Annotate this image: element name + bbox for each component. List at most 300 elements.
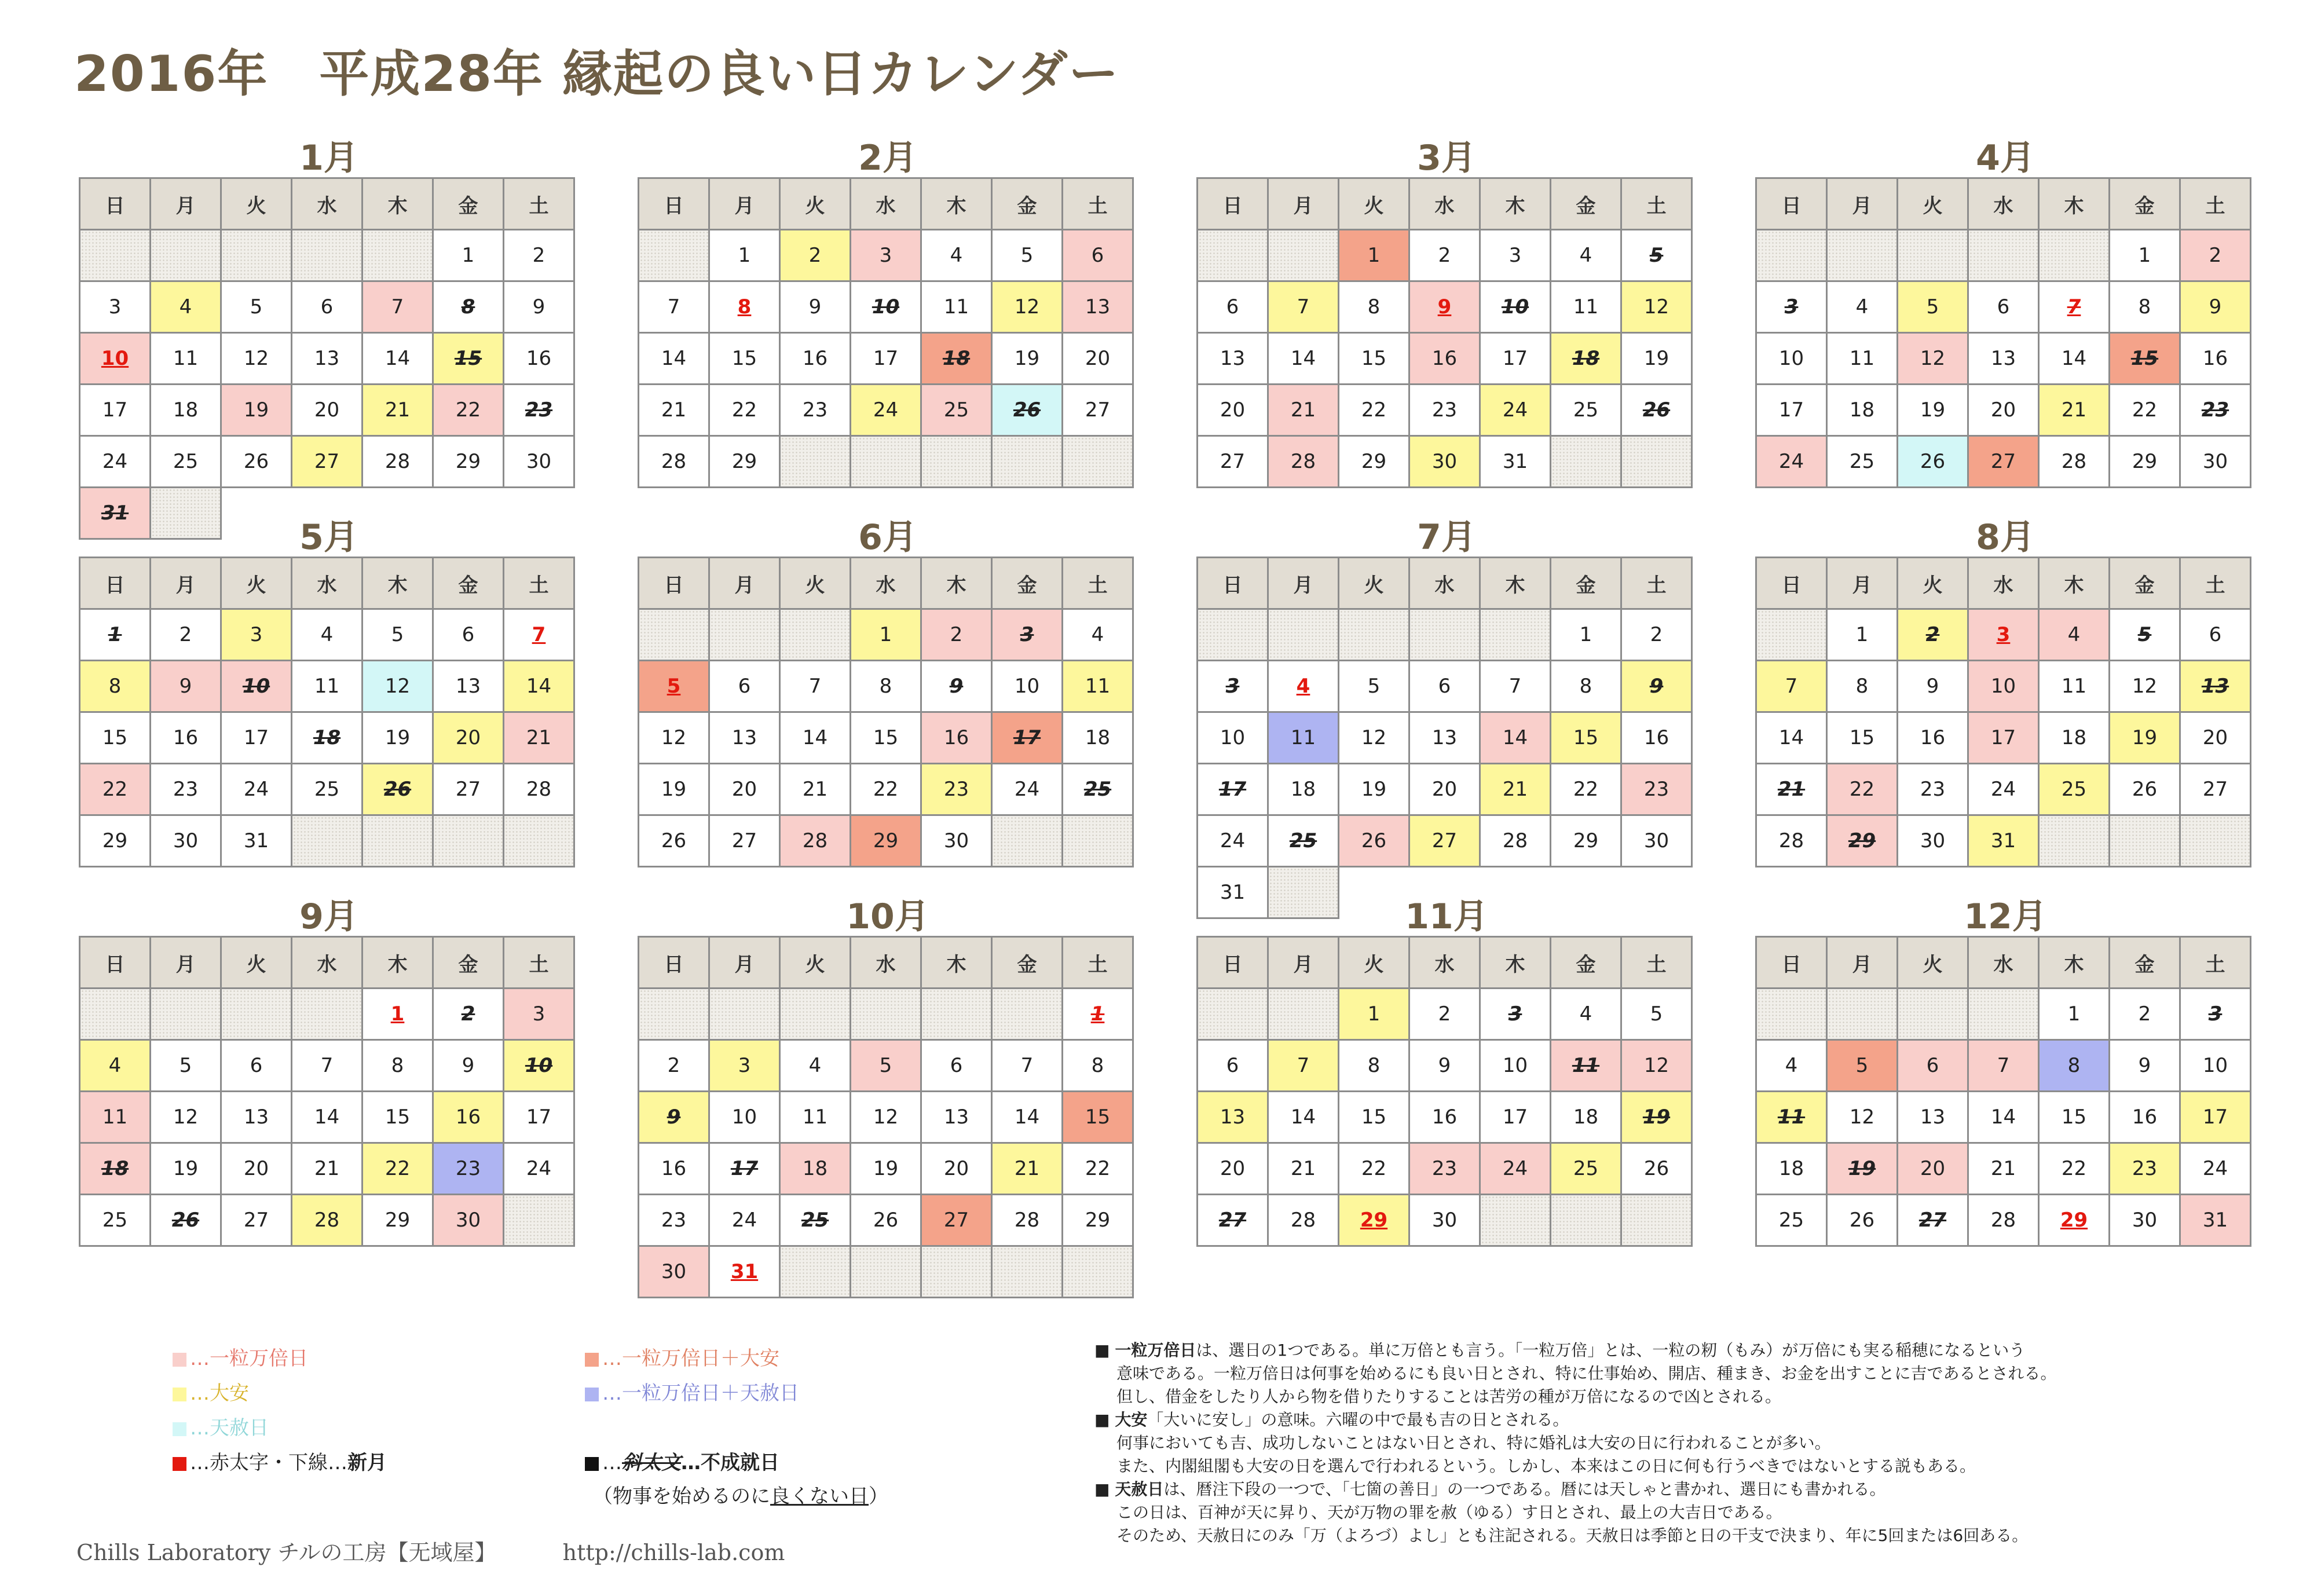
day-cell: 24 [2180, 1143, 2251, 1195]
legend-taian [173, 1377, 249, 1405]
legend-red-label: …赤太字・下線… [190, 1451, 347, 1474]
day-cell: 1 [1339, 989, 1409, 1040]
day-cell: 21 [2039, 385, 2110, 436]
week-row [1756, 609, 2251, 661]
weekday-header: 日 [1756, 937, 1827, 989]
day-cell: 11 [921, 281, 992, 333]
empty-cell [2180, 815, 2251, 867]
month-title: 10月 [846, 896, 929, 937]
weekday-header: 月 [1827, 937, 1898, 989]
day-cell: 3 [1968, 609, 2039, 661]
weekday-header: 土 [1621, 178, 1692, 230]
day-cell: 23 [151, 764, 221, 815]
day-cell: 16 [433, 1092, 504, 1143]
day-cell: 4 [1551, 230, 1621, 281]
day-cell: 17 [221, 712, 292, 764]
day-cell: 7 [504, 609, 574, 661]
day-cell: 10 [709, 1092, 780, 1143]
day-cell: 28 [504, 764, 574, 815]
day-cell: 28 [639, 436, 709, 488]
note-term: 一粒万倍日 [1115, 1341, 1196, 1360]
day-cell: 25 [1551, 385, 1621, 436]
day-cell: 5 [639, 661, 709, 712]
note-text: 意味である。一粒万倍日は何事を始めるにも良い日とされ、特に仕事始め、開店、種まき、お金を出すことに吉であるとされる。 [1116, 1364, 2057, 1383]
legend-tensha [173, 1412, 269, 1440]
empty-cell [151, 989, 221, 1040]
day-cell: 19 [151, 1143, 221, 1195]
weekday-header: 金 [992, 558, 1063, 609]
day-cell: 7 [639, 281, 709, 333]
day-cell: 3 [1756, 281, 1827, 333]
day-cell: 26 [1339, 815, 1409, 867]
week-row [639, 712, 1133, 764]
day-cell: 22 [1551, 764, 1621, 815]
day-cell: 1 [80, 609, 151, 661]
day-cell: 11 [780, 1092, 851, 1143]
weekday-header: 月 [1268, 178, 1339, 230]
day-cell: 20 [709, 764, 780, 815]
day-cell: 30 [921, 815, 992, 867]
day-cell: 14 [1968, 1092, 2039, 1143]
day-cell: 12 [851, 1092, 921, 1143]
legend-fujoju-note [593, 1480, 888, 1509]
empty-cell [709, 609, 780, 661]
day-cell: 24 [851, 385, 921, 436]
day-cell: 10 [992, 661, 1063, 712]
day-cell: 15 [1339, 333, 1409, 385]
weekday-header: 火 [221, 558, 292, 609]
legend-ichiryu-taian-label: …一粒万倍日＋大安 [602, 1347, 779, 1370]
day-cell: 8 [709, 281, 780, 333]
weekday-header: 火 [1339, 178, 1409, 230]
day-cell: 10 [2180, 1040, 2251, 1092]
day-cell: 8 [851, 661, 921, 712]
day-cell: 21 [504, 712, 574, 764]
day-cell: 8 [2039, 1040, 2110, 1092]
empty-cell [151, 230, 221, 281]
weekday-header: 火 [780, 558, 851, 609]
day-cell: 17 [80, 385, 151, 436]
weekday-header: 月 [1827, 558, 1898, 609]
week-row [80, 333, 574, 385]
day-cell: 7 [292, 1040, 363, 1092]
day-cell: 2 [921, 609, 992, 661]
day-cell: 6 [221, 1040, 292, 1092]
week-row [1756, 281, 2251, 333]
day-cell: 21 [1268, 385, 1339, 436]
day-cell: 29 [1339, 1195, 1409, 1246]
weekday-header: 日 [1756, 558, 1827, 609]
empty-cell [1968, 230, 2039, 281]
legend-fujoju-style: 斜太文 [622, 1451, 681, 1474]
day-cell: 26 [639, 815, 709, 867]
day-cell: 23 [433, 1143, 504, 1195]
day-cell: 19 [221, 385, 292, 436]
day-cell: 24 [504, 1143, 574, 1195]
day-cell: 12 [1898, 333, 1968, 385]
week-row [639, 661, 1133, 712]
day-cell: 30 [639, 1246, 709, 1298]
day-cell: 31 [709, 1246, 780, 1298]
weekday-header: 土 [504, 937, 574, 989]
day-cell: 14 [1756, 712, 1827, 764]
note-text: は、選日の1つである。単に万倍とも言う。「一粒万倍」とは、一粒の籾（もみ）が万倍にも実る稲穂になるという [1196, 1341, 2026, 1360]
month-table [1755, 557, 2251, 867]
day-cell: 10 [504, 1040, 574, 1092]
weekday-header: 土 [504, 178, 574, 230]
day-cell: 3 [1480, 989, 1551, 1040]
day-cell: 14 [780, 712, 851, 764]
day-cell: 25 [1268, 815, 1339, 867]
day-cell: 4 [2039, 609, 2110, 661]
day-cell: 1 [1551, 609, 1621, 661]
day-cell: 2 [1898, 609, 1968, 661]
month-table [79, 557, 575, 867]
day-cell: 25 [1827, 436, 1898, 488]
day-cell: 13 [292, 333, 363, 385]
day-cell: 29 [2039, 1195, 2110, 1246]
day-cell: 9 [1409, 1040, 1480, 1092]
day-cell: 11 [2039, 661, 2110, 712]
day-cell: 9 [1898, 661, 1968, 712]
blue-swatch [585, 1388, 599, 1401]
empty-cell [1898, 989, 1968, 1040]
month-title: 2月 [858, 138, 917, 178]
weekday-header: 木 [1480, 558, 1551, 609]
empty-cell [921, 436, 992, 488]
weekday-header: 土 [1063, 558, 1133, 609]
day-cell: 1 [1827, 609, 1898, 661]
week-row [1756, 764, 2251, 815]
weekday-header: 木 [2039, 937, 2110, 989]
weekday-header: 月 [709, 937, 780, 989]
week-row [1756, 712, 2251, 764]
note-line [1094, 1478, 2229, 1501]
day-cell: 28 [1968, 1195, 2039, 1246]
day-cell: 11 [1827, 333, 1898, 385]
weekday-header: 火 [221, 937, 292, 989]
day-cell: 23 [2180, 385, 2251, 436]
week-row [1756, 661, 2251, 712]
day-cell: 11 [1063, 661, 1133, 712]
day-cell: 23 [1621, 764, 1692, 815]
empty-cell [709, 989, 780, 1040]
week-row [1198, 712, 1692, 764]
week-row [1756, 333, 2251, 385]
day-cell: 22 [363, 1143, 433, 1195]
weekday-header: 木 [921, 937, 992, 989]
day-cell: 22 [709, 385, 780, 436]
week-row [1198, 609, 1692, 661]
salmon-swatch [585, 1353, 599, 1367]
day-cell: 27 [1968, 436, 2039, 488]
day-cell: 16 [1409, 1092, 1480, 1143]
note-line [1094, 1339, 2229, 1362]
weekday-header: 水 [1409, 178, 1480, 230]
day-cell: 12 [363, 661, 433, 712]
weekday-header: 水 [292, 178, 363, 230]
week-row [1198, 1195, 1692, 1246]
week-row [1756, 1143, 2251, 1195]
note-line [1094, 1408, 2229, 1432]
day-cell: 31 [80, 488, 151, 539]
day-cell: 8 [1339, 281, 1409, 333]
day-cell: 4 [921, 230, 992, 281]
day-cell: 2 [780, 230, 851, 281]
day-cell: 7 [780, 661, 851, 712]
weekday-header: 火 [780, 937, 851, 989]
empty-cell [292, 815, 363, 867]
day-cell: 1 [433, 230, 504, 281]
day-cell: 22 [1339, 1143, 1409, 1195]
month-table [1755, 177, 2251, 488]
note-line [1094, 1432, 2229, 1455]
month-table [1196, 936, 1693, 1247]
weekday-header: 月 [1827, 178, 1898, 230]
week-row [1198, 815, 1692, 867]
day-cell: 22 [851, 764, 921, 815]
day-cell: 19 [1898, 385, 1968, 436]
legend-red [173, 1447, 387, 1475]
week-row [639, 1195, 1133, 1246]
red-swatch [173, 1457, 186, 1471]
week-row [1198, 1143, 1692, 1195]
day-cell: 24 [992, 764, 1063, 815]
day-cell: 26 [1898, 436, 1968, 488]
day-cell: 2 [2180, 230, 2251, 281]
day-cell: 26 [992, 385, 1063, 436]
month-table [1196, 557, 1693, 919]
day-cell: 18 [921, 333, 992, 385]
weekday-header: 水 [292, 558, 363, 609]
weekday-header: 金 [2110, 178, 2180, 230]
day-cell: 14 [1480, 712, 1551, 764]
day-cell: 27 [1409, 815, 1480, 867]
day-cell: 4 [1063, 609, 1133, 661]
day-cell: 29 [851, 815, 921, 867]
week-row [80, 764, 574, 815]
weekday-header: 水 [851, 937, 921, 989]
day-cell: 18 [780, 1143, 851, 1195]
weekday-header: 水 [1409, 558, 1480, 609]
day-cell: 9 [1621, 661, 1692, 712]
empty-cell [1827, 230, 1898, 281]
day-cell: 25 [780, 1195, 851, 1246]
day-cell: 20 [1063, 333, 1133, 385]
weekday-header: 金 [433, 558, 504, 609]
week-row [639, 764, 1133, 815]
day-cell: 27 [221, 1195, 292, 1246]
day-cell: 22 [1827, 764, 1898, 815]
day-cell: 17 [709, 1143, 780, 1195]
note-line [1094, 1524, 2229, 1547]
cyan-swatch [173, 1422, 186, 1436]
week-row [1756, 385, 2251, 436]
day-cell: 13 [921, 1092, 992, 1143]
day-cell: 4 [1268, 661, 1339, 712]
week-row [1198, 281, 1692, 333]
empty-cell [1198, 230, 1268, 281]
day-cell: 21 [1480, 764, 1551, 815]
day-cell: 22 [80, 764, 151, 815]
day-cell: 17 [504, 1092, 574, 1143]
month-title: 4月 [1976, 138, 2035, 178]
weekday-header: 木 [921, 178, 992, 230]
week-row [639, 815, 1133, 867]
weekday-header: 日 [1756, 178, 1827, 230]
day-cell: 18 [1268, 764, 1339, 815]
weekday-header: 日 [639, 937, 709, 989]
week-row [80, 230, 574, 281]
empty-cell [221, 989, 292, 1040]
yellow-swatch [173, 1388, 186, 1401]
day-cell: 21 [992, 1143, 1063, 1195]
day-cell: 8 [1551, 661, 1621, 712]
day-cell: 28 [1480, 815, 1551, 867]
day-cell: 6 [2180, 609, 2251, 661]
weekday-header: 金 [1551, 558, 1621, 609]
month-title: 8月 [1976, 517, 2035, 558]
empty-cell [1621, 1195, 1692, 1246]
day-cell: 15 [363, 1092, 433, 1143]
day-cell: 30 [433, 1195, 504, 1246]
empty-cell [504, 815, 574, 867]
day-cell: 6 [1198, 281, 1268, 333]
weekday-header: 月 [709, 558, 780, 609]
day-cell: 11 [1268, 712, 1339, 764]
day-cell: 3 [709, 1040, 780, 1092]
weekday-header: 金 [433, 937, 504, 989]
empty-cell [1480, 609, 1551, 661]
day-cell: 3 [851, 230, 921, 281]
day-cell: 27 [921, 1195, 992, 1246]
week-row [1756, 1040, 2251, 1092]
day-cell: 12 [1621, 281, 1692, 333]
month-table [638, 177, 1134, 488]
note-text: は、暦注下段の一つで、「七箇の善日」の一つである。暦には天しゃと書かれ、選日にも書かれる。 [1163, 1480, 1886, 1499]
month-title: 9月 [299, 896, 358, 937]
day-cell: 31 [221, 815, 292, 867]
footer-url[interactable]: http://chills-lab.com [562, 1540, 785, 1565]
day-cell: 3 [504, 989, 574, 1040]
day-cell: 5 [151, 1040, 221, 1092]
legend-ichiryu-tensha-label: …一粒万倍日＋天赦日 [602, 1382, 799, 1405]
day-cell: 28 [292, 1195, 363, 1246]
empty-cell [1621, 436, 1692, 488]
weekday-header: 月 [151, 558, 221, 609]
day-cell: 13 [1968, 333, 2039, 385]
month-title: 12月 [1964, 896, 2047, 937]
weekday-header: 火 [1898, 178, 1968, 230]
day-cell: 4 [80, 1040, 151, 1092]
weekday-header: 日 [639, 178, 709, 230]
day-cell: 26 [1621, 1143, 1692, 1195]
weekday-header: 土 [2180, 178, 2251, 230]
day-cell: 27 [292, 436, 363, 488]
weekday-header: 木 [921, 558, 992, 609]
day-cell: 3 [992, 609, 1063, 661]
day-cell: 17 [851, 333, 921, 385]
day-cell: 26 [151, 1195, 221, 1246]
empty-cell [992, 815, 1063, 867]
day-cell: 6 [1063, 230, 1133, 281]
day-cell: 13 [1198, 1092, 1268, 1143]
day-cell: 2 [1409, 989, 1480, 1040]
day-cell: 18 [1827, 385, 1898, 436]
empty-cell [1968, 989, 2039, 1040]
day-cell: 18 [151, 385, 221, 436]
day-cell: 16 [639, 1143, 709, 1195]
day-cell: 15 [1339, 1092, 1409, 1143]
month-title: 5月 [299, 517, 358, 558]
weekday-header: 土 [1621, 937, 1692, 989]
day-cell: 13 [1409, 712, 1480, 764]
weekday-header: 金 [1551, 937, 1621, 989]
day-cell: 26 [221, 436, 292, 488]
day-cell: 5 [1339, 661, 1409, 712]
day-cell: 29 [80, 815, 151, 867]
day-cell: 11 [1551, 281, 1621, 333]
weekday-header: 木 [363, 558, 433, 609]
day-cell: 11 [1551, 1040, 1621, 1092]
day-cell: 18 [1063, 712, 1133, 764]
day-cell: 7 [1268, 281, 1339, 333]
week-row [639, 333, 1133, 385]
day-cell: 24 [1480, 385, 1551, 436]
empty-cell [1198, 989, 1268, 1040]
day-cell: 23 [639, 1195, 709, 1246]
empty-cell [1756, 609, 1827, 661]
day-cell: 1 [363, 989, 433, 1040]
day-cell: 5 [1827, 1040, 1898, 1092]
weekday-header: 水 [1968, 558, 2039, 609]
day-cell: 28 [992, 1195, 1063, 1246]
week-row [1756, 815, 2251, 867]
week-row [80, 815, 574, 867]
week-row [80, 1040, 574, 1092]
empty-cell [1339, 609, 1409, 661]
day-cell: 22 [1063, 1143, 1133, 1195]
day-cell: 1 [1063, 989, 1133, 1040]
weekday-header: 土 [2180, 558, 2251, 609]
week-row [1198, 989, 1692, 1040]
week-row [1198, 764, 1692, 815]
empty-cell [992, 989, 1063, 1040]
empty-cell [851, 989, 921, 1040]
day-cell: 10 [1480, 1040, 1551, 1092]
weekday-header: 土 [2180, 937, 2251, 989]
month-title: 6月 [858, 517, 917, 558]
day-cell: 2 [151, 609, 221, 661]
day-cell: 5 [1898, 281, 1968, 333]
legend-note-c: ） [869, 1485, 888, 1508]
month-table [1755, 936, 2251, 1247]
empty-cell [1268, 230, 1339, 281]
day-cell: 6 [921, 1040, 992, 1092]
week-row [80, 1195, 574, 1246]
empty-cell [639, 230, 709, 281]
day-cell: 4 [780, 1040, 851, 1092]
empty-cell [851, 1246, 921, 1298]
weekday-header: 火 [1898, 937, 1968, 989]
day-cell: 9 [433, 1040, 504, 1092]
day-cell: 29 [2110, 436, 2180, 488]
month-title: 11月 [1405, 896, 1488, 937]
day-cell: 20 [1198, 385, 1268, 436]
empty-cell [2039, 815, 2110, 867]
day-cell: 21 [1756, 764, 1827, 815]
weekday-header: 金 [992, 178, 1063, 230]
